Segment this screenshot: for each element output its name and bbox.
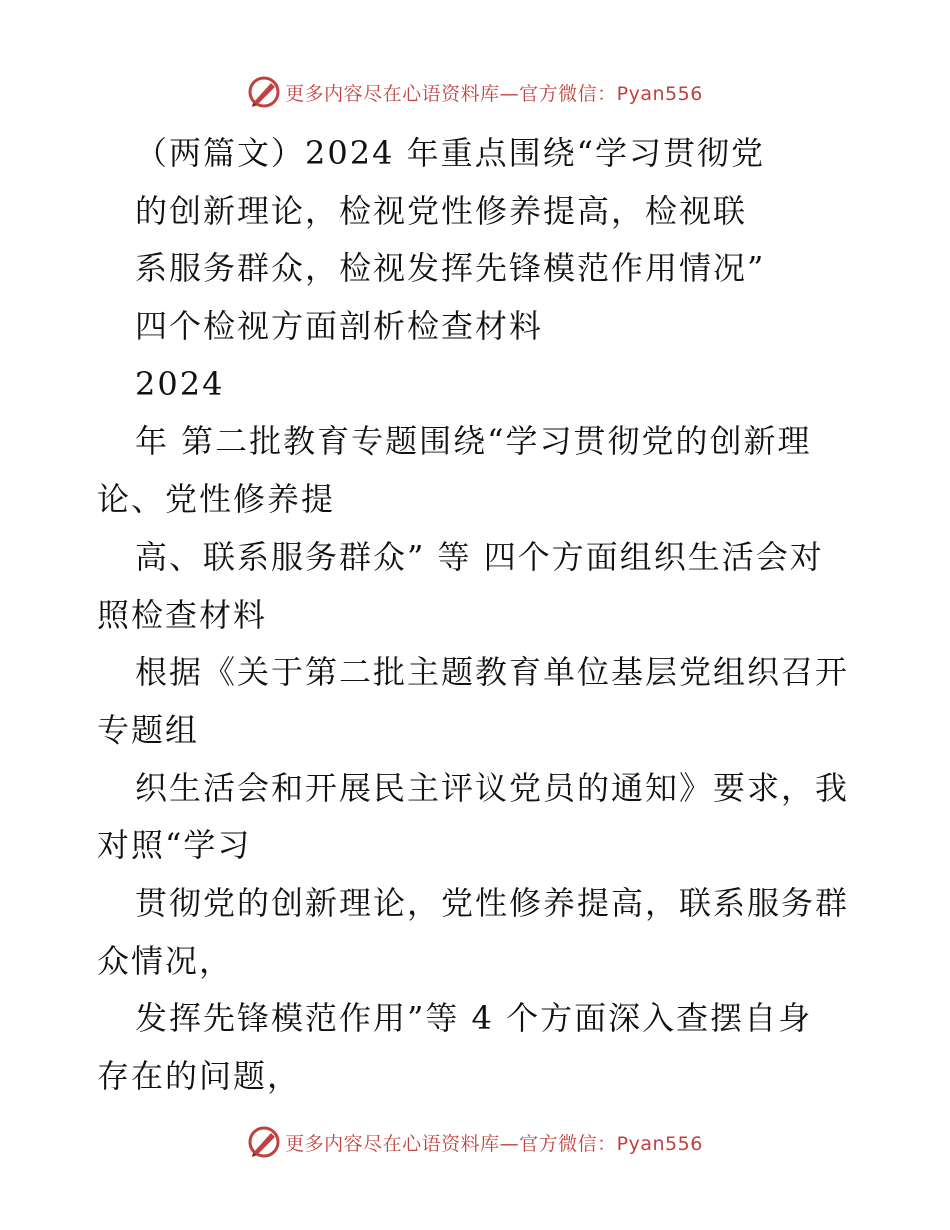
doc-line: 四个检视方面剖析检查材料 xyxy=(135,307,544,346)
doc-line: 专题组 xyxy=(97,710,200,749)
doc-line: 众情况， xyxy=(97,941,234,980)
pen-logo-icon xyxy=(247,1125,281,1159)
watermark-footer xyxy=(0,1122,950,1162)
watermark-text: 更多内容尽在心语资料库—官方微信：Pyan556 xyxy=(285,1132,703,1155)
document-body xyxy=(97,125,857,1106)
doc-line: 年 第二批教育专题围绕“学习贯彻党的创新理 xyxy=(135,422,812,461)
watermark-text: 更多内容尽在心语资料库—官方微信：Pyan556 xyxy=(285,82,703,105)
doc-line: 贯彻党的创新理论，党性修养提高，联系服务群 xyxy=(135,883,850,922)
doc-line: 根据《关于第二批主题教育单位基层党组织召开 xyxy=(135,653,850,692)
doc-line: 系服务群众，检视发挥先锋模范作用情况” xyxy=(135,249,766,288)
doc-line: 发挥先锋模范作用”等 4 个方面深入查摆自身 xyxy=(135,999,813,1038)
doc-line: 论、党性修养提 xyxy=(97,480,336,519)
doc-line: （两篇文）2024 年重点围绕“学习贯彻党 xyxy=(135,134,765,172)
doc-line: 2024 xyxy=(135,364,225,403)
doc-line: 的创新理论，检视党性修养提高，检视联 xyxy=(135,191,748,230)
watermark-header xyxy=(0,72,950,112)
doc-line: 存在的问题， xyxy=(97,1057,302,1095)
doc-line: 照检查材料 xyxy=(97,595,268,634)
doc-line: 织生活会和开展民主评议党员的通知》要求，我 xyxy=(135,768,850,807)
doc-line: 高、联系服务群众” 等 四个方面组织生活会对 xyxy=(135,537,824,576)
pen-logo-icon xyxy=(247,75,281,109)
doc-line: 对照“学习 xyxy=(97,826,252,865)
